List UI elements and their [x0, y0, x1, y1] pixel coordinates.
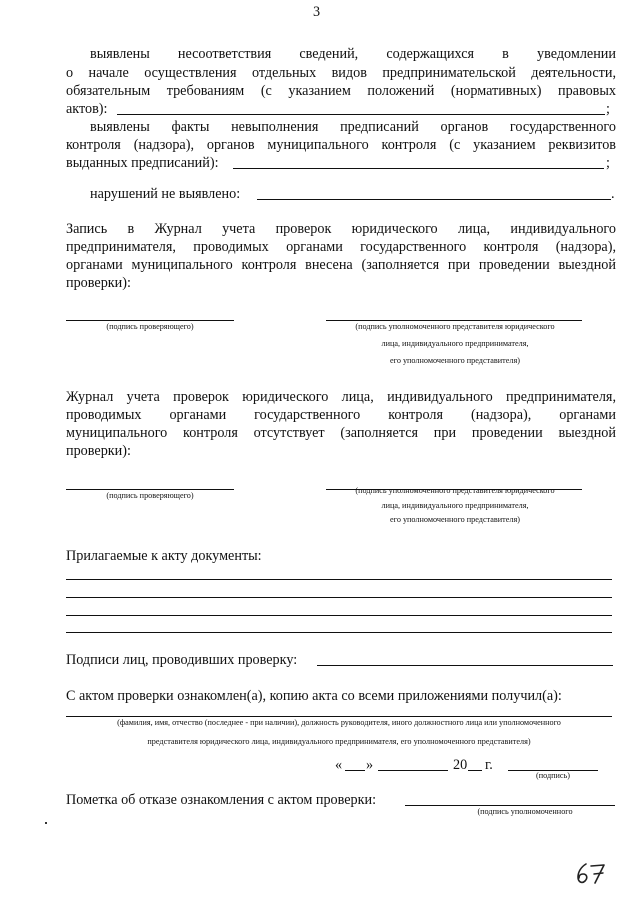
acquainted-label: С актом проверки ознакомлен(а), копию акта со всеми приложениями получил(а):: [66, 688, 562, 704]
p5-line4: проверки):: [66, 443, 131, 459]
sig2-inspector-caption: (подпись проверяющего): [106, 491, 194, 500]
sig1-representative-line[interactable]: [326, 320, 582, 321]
signers-fill-line[interactable]: [317, 665, 613, 666]
p5-line1: Журнал учета проверок юридического лица, индивидуального предпринимателя,: [66, 389, 616, 405]
sig2-representative-caption-3: его уполномоченного представителя): [390, 515, 520, 524]
p2-line3: выданных предписаний):: [66, 155, 219, 171]
attached-line-1[interactable]: [66, 579, 612, 580]
p4-line3: органами муниципального контроля внесена (заполняется при проведении выездной: [66, 257, 616, 273]
p1-end: ;: [606, 101, 610, 117]
p5-line2: проводимых органами государственного контроля (надзора), органами: [66, 407, 616, 423]
date-year-prefix: 20: [453, 757, 468, 773]
p2-end: ;: [606, 155, 610, 171]
sig1-inspector-caption: (подпись проверяющего): [106, 322, 194, 331]
refusal-fill-line[interactable]: [405, 805, 615, 806]
sig1-representative-caption-3: его уполномоченного представителя): [390, 356, 520, 365]
sig1-representative-caption-1: (подпись уполномоченного представителя юридического: [355, 322, 555, 331]
sig1-inspector-line[interactable]: [66, 320, 234, 321]
p4-line4: проверки):: [66, 275, 131, 291]
fio-caption-2: представителя юридического лица, индивидуального предпринимателя, его уполномоченного представителя): [147, 737, 531, 746]
p4-line1: Запись в Журнал учета проверок юридического лица, индивидуального: [66, 221, 616, 237]
p1-fill-line[interactable]: [117, 114, 605, 115]
page-number: 3: [313, 4, 321, 20]
p2-line1: выявлены факты невыполнения предписаний органов государственного: [90, 119, 616, 135]
refusal-caption: (подпись уполномоченного: [477, 807, 573, 816]
p5-line3: муниципального контроля отсутствует (заполняется при проведении выездной: [66, 425, 616, 441]
sig1-representative-caption-2: лица, индивидуального предпринимателя,: [381, 339, 529, 348]
handwritten-page-number: [572, 858, 612, 888]
sig2-representative-caption-1: (подпись уполномоченного представителя юридического: [355, 486, 555, 495]
signers-label: Подписи лиц, проводивших проверку:: [66, 652, 298, 668]
date-day-line[interactable]: [345, 770, 365, 771]
p2-line2: контроля (надзора), органов муниципального контроля (с указанием реквизитов: [66, 137, 616, 153]
date-open-quote: «: [335, 757, 343, 773]
margin-dot: [45, 822, 47, 824]
p1-line1: выявлены несоответствия сведений, содержащихся в уведомлении: [90, 46, 616, 62]
refusal-label: Пометка об отказе ознакомления с актом проверки:: [66, 792, 377, 808]
date-close-quote: »: [366, 757, 374, 773]
date-year-suffix: г.: [485, 757, 493, 773]
attached-line-3[interactable]: [66, 615, 612, 616]
attached-line-4[interactable]: [66, 632, 612, 633]
p2-fill-line[interactable]: [233, 168, 604, 169]
fio-caption-1: (фамилия, имя, отчество (последнее - при наличии), должность руководителя, иного должностного лица или уполномоченного: [117, 718, 561, 727]
p1-line4: актов):: [66, 101, 108, 117]
sig2-inspector-line[interactable]: [66, 489, 234, 490]
sig2-representative-caption-2: лица, индивидуального предпринимателя,: [381, 501, 529, 510]
date-month-line[interactable]: [378, 770, 448, 771]
p4-line2: предпринимателя, проводимых органами государственного контроля (надзора),: [66, 239, 616, 255]
p1-line3: обязательным требованиям (с указанием положений (нормативных) правовых: [66, 83, 616, 99]
no-violations-fill-line[interactable]: [257, 199, 611, 200]
attached-documents-label: Прилагаемые к акту документы:: [66, 548, 262, 564]
attached-line-2[interactable]: [66, 597, 612, 598]
date-year-line[interactable]: [468, 770, 482, 771]
p1-line2: о начале осуществления отдельных видов предпринимательской деятельности,: [66, 65, 616, 81]
signature-caption: (подпись): [536, 771, 570, 780]
no-violations-end: .: [611, 186, 615, 202]
fio-line[interactable]: [66, 716, 612, 717]
no-violations-label: нарушений не выявлено:: [90, 186, 241, 202]
